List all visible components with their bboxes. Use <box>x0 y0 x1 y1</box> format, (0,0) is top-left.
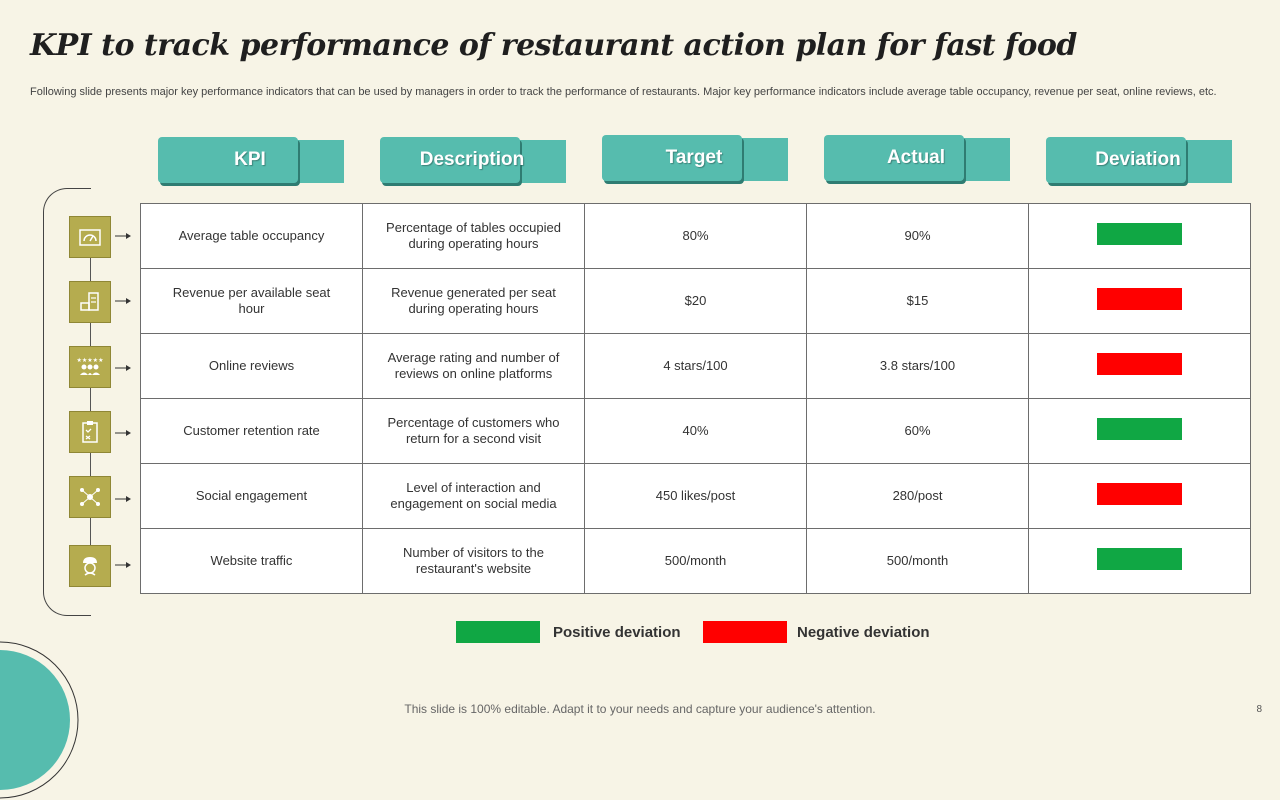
table-row <box>141 334 1251 399</box>
table-row <box>141 269 1251 334</box>
revenue-icon <box>69 281 111 323</box>
table-row <box>141 464 1251 529</box>
kpi-cell: Revenue per available seat hour <box>141 269 363 334</box>
reviews-icon <box>69 346 111 388</box>
table-row <box>141 399 1251 464</box>
page-number: 8 <box>1256 704 1262 715</box>
checklist-icon <box>69 411 111 453</box>
deviation-cell <box>1029 399 1251 464</box>
actual-cell: 500/month <box>807 529 1029 594</box>
table-row <box>141 204 1251 269</box>
deviation-indicator <box>1097 418 1182 440</box>
table-row <box>141 529 1251 594</box>
deviation-indicator <box>1097 288 1182 310</box>
deviation-cell <box>1029 464 1251 529</box>
deviation-cell <box>1029 204 1251 269</box>
corner-decoration <box>0 640 80 800</box>
deviation-cell <box>1029 529 1251 594</box>
deviation-indicator <box>1097 223 1182 245</box>
legend-label-positive: Positive deviation <box>553 624 681 641</box>
header-kpi-label: KPI <box>234 149 266 170</box>
header-description <box>380 137 566 185</box>
header-target <box>602 135 788 183</box>
target-cell: 450 likes/post <box>585 464 807 529</box>
actual-cell: 3.8 stars/100 <box>807 334 1029 399</box>
target-cell: $20 <box>585 269 807 334</box>
header-kpi <box>158 137 344 185</box>
chef-icon <box>69 545 111 587</box>
description-cell: Average rating and number of reviews on online platforms <box>363 334 585 399</box>
kpi-cell: Website traffic <box>141 529 363 594</box>
page-subtitle: Following slide presents major key performance indicators that can be used by managers in order to track the performance of restaurants. Major key performance indicators include average table occupancy, revenue per seat, online reviews, etc. <box>30 86 1217 98</box>
kpi-cell: Social engagement <box>141 464 363 529</box>
header-actual-label: Actual <box>886 147 946 168</box>
arrow-icon <box>115 297 131 305</box>
arrow-icon <box>115 232 131 240</box>
legend-swatch-positive <box>456 621 540 643</box>
target-cell: 40% <box>585 399 807 464</box>
kpi-table <box>140 203 1251 594</box>
header-description-label: Description <box>419 149 525 170</box>
legend-label-negative: Negative deviation <box>797 624 930 641</box>
description-cell: Percentage of customers who return for a second visit <box>363 399 585 464</box>
description-cell: Level of interaction and engagement on social media <box>363 464 585 529</box>
description-cell: Percentage of tables occupied during operating hours <box>363 204 585 269</box>
deviation-indicator <box>1097 483 1182 505</box>
deviation-indicator <box>1097 353 1182 375</box>
svg-text:★★★★★: ★★★★★ <box>77 357 103 364</box>
header-actual <box>824 135 1010 183</box>
actual-cell: $15 <box>807 269 1029 334</box>
description-cell: Revenue generated per seat during operating hours <box>363 269 585 334</box>
legend-swatch-negative <box>703 621 787 643</box>
arrow-icon <box>115 429 131 437</box>
footer-note: This slide is 100% editable. Adapt it to your needs and capture your audience's attention. <box>404 702 876 716</box>
actual-cell: 60% <box>807 399 1029 464</box>
deviation-indicator <box>1097 548 1182 570</box>
header-target-label: Target <box>665 147 723 168</box>
header-deviation <box>1046 137 1232 185</box>
gauge-icon <box>69 216 111 258</box>
kpi-cell: Customer retention rate <box>141 399 363 464</box>
arrow-icon <box>115 364 131 372</box>
arrow-icon <box>115 495 131 503</box>
deviation-cell <box>1029 269 1251 334</box>
social-network-icon <box>69 476 111 518</box>
target-cell: 4 stars/100 <box>585 334 807 399</box>
arrow-icon <box>115 561 131 569</box>
actual-cell: 280/post <box>807 464 1029 529</box>
target-cell: 500/month <box>585 529 807 594</box>
page-title: KPI to track performance of restaurant action plan for fast food <box>30 28 1077 63</box>
target-cell: 80% <box>585 204 807 269</box>
header-deviation-label: Deviation <box>1095 149 1181 170</box>
description-cell: Number of visitors to the restaurant's website <box>363 529 585 594</box>
kpi-cell: Online reviews <box>141 334 363 399</box>
actual-cell: 90% <box>807 204 1029 269</box>
deviation-cell <box>1029 334 1251 399</box>
kpi-cell: Average table occupancy <box>141 204 363 269</box>
